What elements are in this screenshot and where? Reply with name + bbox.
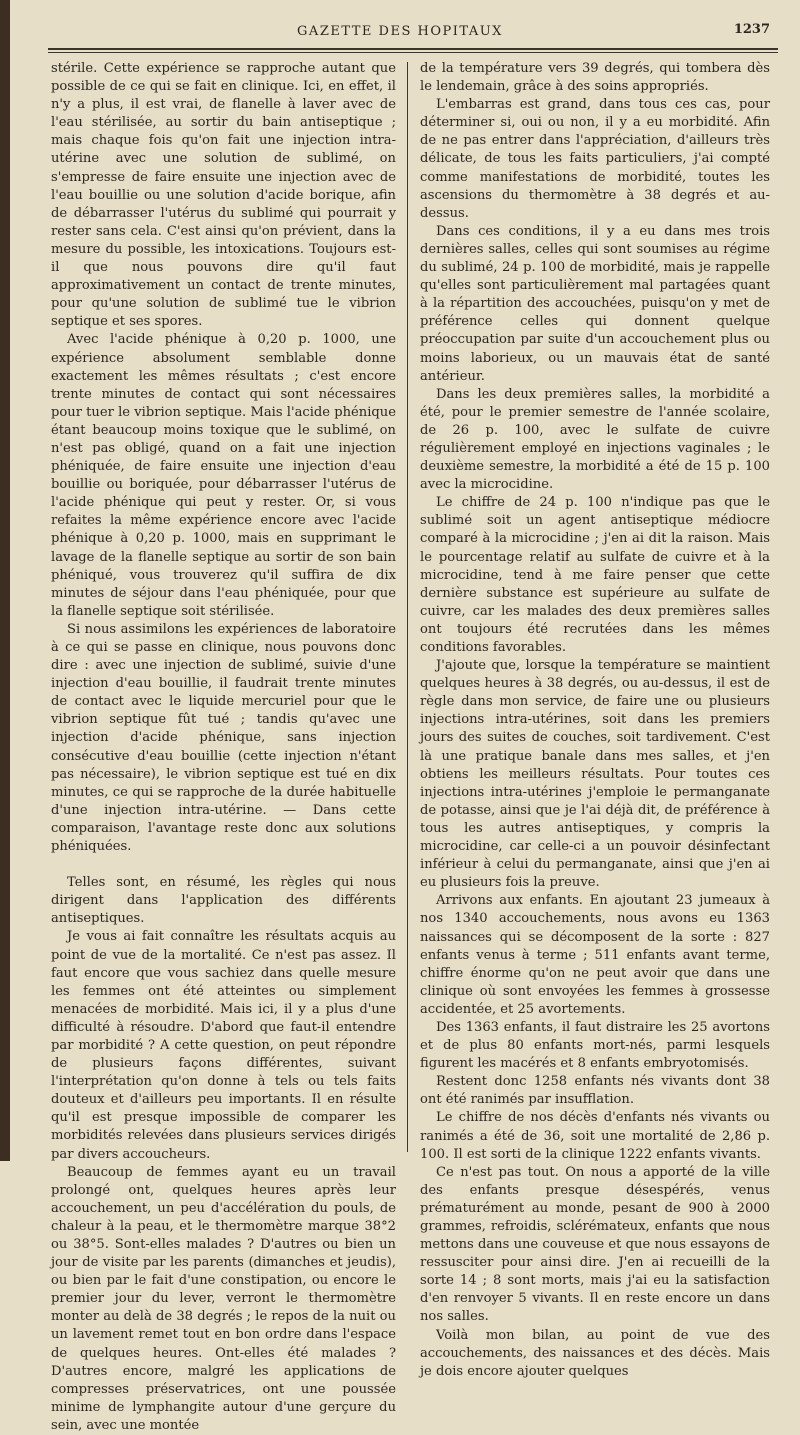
- paragraph: Avec l'acide phénique à 0,20 p. 1000, une expérience absolument semblable donne exactement les mêmes résultats ; c'est encore trente minutes de contact qui sont nécessaires pour tuer le vibrion septique. Mais l'acide phénique étant beaucoup moins toxique que le sublimé, on n'est pas obligé, quand on a fait une injection phéniquée, de faire ensuite une injection d'eau bouillie ou boriquée, pour débarrasser l'utérus de l'acide phénique qui peut y rester. Or, si vous refaites la même expérience encore avec l'acide phénique à 0,20 p. 1000, mais en supprimant le lavage de la flanelle septique au sortir de son bain phéniqué, vous trouverez qu'il suffira de dix minutes de séjour dans l'eau phéniquée, pour que la flanelle septique soit stérilisée.: [51, 332, 396, 619]
- header-rule-thin: [48, 52, 778, 53]
- paragraph: L'embarras est grand, dans tous ces cas, pour déterminer si, oui ou non, il y a eu morbidité. Afin de ne pas entrer dans l'appréciation, d'ailleurs très délicate, de tous les faits particuliers, j'ai compté comme manifestations de morbidité, toutes les ascensions du thermomètre à 38 degrés et au-dessus.: [420, 97, 770, 221]
- paragraph: Restent donc 1258 enfants nés vivants dont 38 ont été ranimés par insufflation.: [420, 1074, 770, 1108]
- paragraph: Si nous assimilons les expériences de laboratoire à ce qui se passe en clinique, nous pouvons donc dire : avec une injection de sublimé, suivie d'une injection d'eau bouillie, il faudrait trente minutes de contact avec le liquide mercuriel pour que le vibrion septique fût tué ; tandis qu'avec une injection d'acide phénique, sans injection consécutive d'eau bouillie (cette injection n'étant pas nécessaire), le vibrion septique est tué en dix minutes, ce qui se rapproche de la durée habituelle d'une injection intra-utérine. — Dans cette comparaison, l'avantage reste donc aux solutions phéniquées.: [51, 621, 396, 855]
- paragraph: Arrivons aux enfants. En ajoutant 23 jumeaux à nos 1340 accouchements, nous avons eu 1363 naissances qui se décomposent de la sorte : 827 enfants venus à terme ; 511 enfants avant terme, chiffre énorme qu'on ne peut avoir que dans une clinique où sont envoyées les femmes à grossesse accidentée, et 25 avortements.: [420, 893, 770, 1017]
- paragraph: Je vous ai fait connaître les résultats acquis au point de vue de la mortalité. Ce n'est pas assez. Il faut encore que vous sachiez dans quelle mesure les femmes ont été atteintes ou simplement menacées de morbidité. Mais ici, il y a plus d'une difficulté à résoudre. D'abord que faut-il entendre par morbidité ? A cette question, on peut répondre de plusieurs façons différentes, suivant l'interprétation qu'on donne à tels ou tels faits douteux et d'ailleurs peu importants. Il en résulte qu'il est presque impossible de comparer les morbidités relevées dans plusieurs services dirigés par divers accoucheurs.: [51, 929, 396, 1162]
- paragraph: Beaucoup de femmes ayant eu un travail prolongé ont, quelques heures après leur accouchement, un peu d'accélération du pouls, de chaleur à la peau, et le thermomètre marque 38°2 ou 38°5. Sont-elles malades ? D'autres ou bien un jour de visite par les parents (dimanches et jeudis), ou bien par le fait d'une constipation, ou encore le premier jour du lever, verront le thermomètre monter au delà de 38 degrés ; le repos de la nuit ou un lavement remet tout en bon ordre dans l'espace de quelques heures. Ont-elles été malades ? D'autres encore, malgré les applications de compresses préservatrices, ont une poussée minime de lymphangite autour d'une gerçure du sein, avec une montée: [51, 1164, 396, 1433]
- journal-title: GAZETTE DES HOPITAUX: [297, 24, 503, 39]
- page-number: 1237: [733, 22, 770, 37]
- paragraph: stérile. Cette expérience se rapproche autant que possible de ce qui se fait en clinique. Ici, en effet, il n'y a plus, il est vrai, de flanelle à laver avec de l'eau stérilisée, au sortir du bain antiseptique ; mais chaque fois qu'on fait une injection intra-utérine avec une solution de sublimé, on s'empresse de faire ensuite une injection avec de l'eau bouillie ou une solution d'acide borique, afin de débarrasser l'utérus du sublimé qui pourrait y rester sans cela. C'est ainsi qu'on prévient, dans la mesure du possible, les intoxications. Toujours est-il que nous pouvons dire qu'il faut approximativement un contact de trente minutes, pour qu'une solution de sublimé tue le vibrion septique et ses spores.: [51, 61, 396, 330]
- column-divider: [407, 62, 408, 1152]
- right-column: [420, 60, 770, 1379]
- paragraph: Telles sont, en résumé, les règles qui nous dirigent dans l'application des différents antiseptiques.: [51, 875, 396, 927]
- paragraph: Ce n'est pas tout. On nous a apporté de la ville des enfants presque désespérés, venus prématurément au monde, pesant de 900 à 2000 grammes, refroidis, sclérémateux, enfants que nous mettons dans une couveuse et que nous essayons de ressusciter pour ainsi dire. J'en ai recueilli de la sorte 14 ; 8 sont morts, mais j'ai eu la satisfaction d'en renvoyer 5 vivants. Il en reste encore un dans nos salles.: [420, 1164, 770, 1325]
- paragraph: Dans ces conditions, il y a eu dans mes trois dernières salles, celles qui sont soumises au régime du sublimé, 24 p. 100 de morbidité, mais je rappelle qu'elles sont particulièrement mal partagées quant à la répartition des accouchées, puisqu'on y met de préférence celles qui donnent quelque préoccupation par suite d'un accouchement plus ou moins laborieux, ou un mauvais état de santé antérieur.: [420, 223, 770, 384]
- header-rule-thick: [48, 48, 778, 50]
- page-binding-edge: [0, 0, 10, 1161]
- paragraph: Le chiffre de nos décès d'enfants nés vivants ou ranimés a été de 36, soit une mortalité de 2,86 p. 100. Il est sorti de la clinique 1222 enfants vivants.: [420, 1110, 770, 1162]
- paragraph: Dans les deux premières salles, la morbidité a été, pour le premier semestre de l'année scolaire, de 26 p. 100, avec le sulfate de cuivre régulièrement employé en injections vaginales ; le deuxième semestre, la morbidité a été de 15 p. 100 avec la microcidine.: [420, 386, 770, 493]
- page-header: [0, 22, 800, 46]
- paragraph: Le chiffre de 24 p. 100 n'indique pas que le sublimé soit un agent antiseptique médiocre comparé à la microcidine ; j'en ai dit la raison. Mais le pourcentage relatif au sulfate de cuivre et à la microcidine, tend à me faire penser que cette dernière substance est supérieure au sulfate de cuivre, car les malades des deux premières salles ont toujours été recrutées dans les mêmes conditions favorables.: [420, 495, 770, 655]
- paragraph: Voilà mon bilan, au point de vue des accouchements, des naissances et des décès. Mais je dois encore ajouter quelques: [420, 1327, 770, 1379]
- paragraph: J'ajoute que, lorsque la température se maintient quelques heures à 38 degrés, ou au-dessus, il est de règle dans mon service, de faire une ou plusieurs injections intra-utérines, soit dans les premiers jours des suites de couches, soit tardivement. C'est là une pratique banale dans mes salles, et j'en obtiens les meilleurs résultats. Pour toutes ces injections intra-utérines j'emploie le permanganate de potasse, ainsi que je l'ai déjà dit, de préférence à tous les autres antiseptiques, y compris la microcidine, car celle-ci a un pouvoir désinfectant inférieur à celui du permanganate, ainsi que j'en ai eu plusieurs fois la preuve.: [420, 658, 770, 891]
- paragraph: Des 1363 enfants, il faut distraire les 25 avortons et de plus 80 enfants mort-nés, parmi lesquels figurent les macérés et 8 enfants embryotomisés.: [420, 1019, 770, 1072]
- left-column: [51, 60, 396, 1433]
- paragraph: de la température vers 39 degrés, qui tombera dès le lendemain, grâce à des soins appropriés.: [420, 61, 770, 95]
